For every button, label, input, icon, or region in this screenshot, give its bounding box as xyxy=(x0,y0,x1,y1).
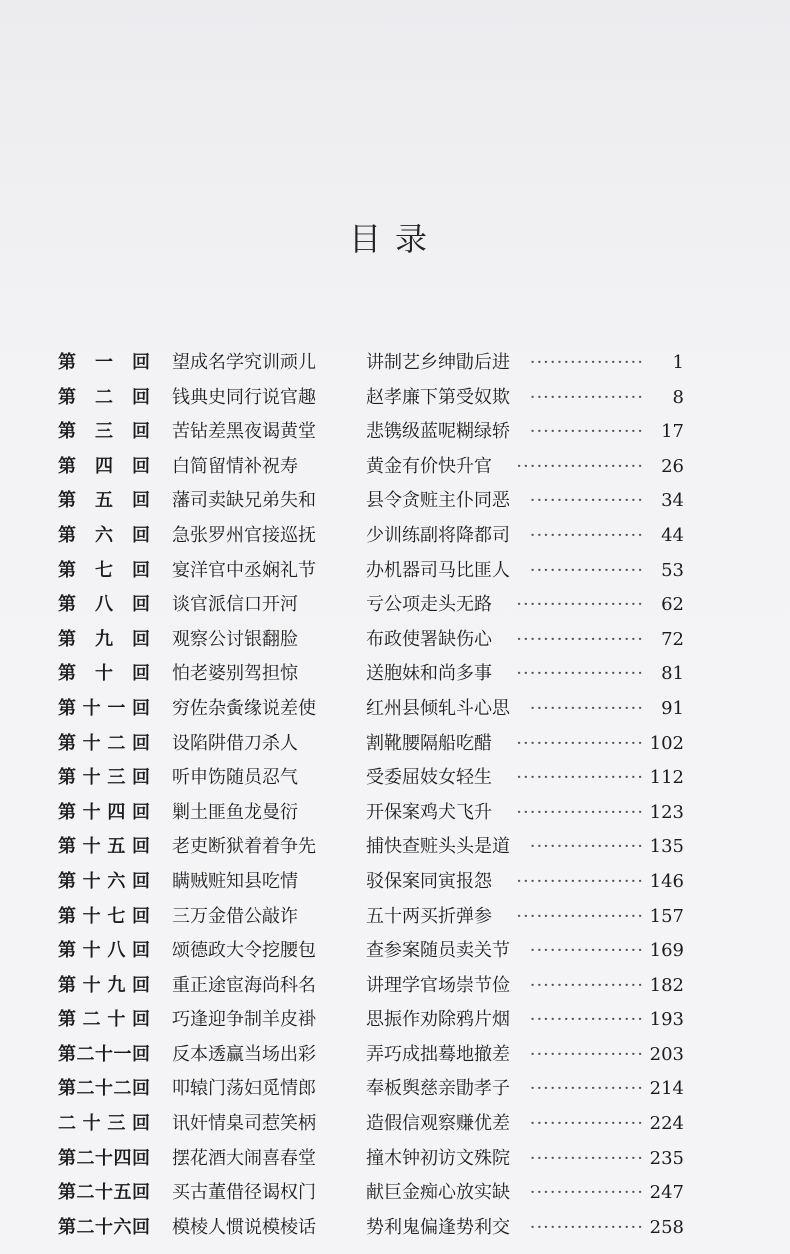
page-number: 72 xyxy=(661,628,684,650)
dot-leader: ··················· xyxy=(516,455,644,477)
chapter-title-first-line: 钱典史同行说官趣 xyxy=(172,386,316,408)
page-number: 8 xyxy=(672,386,684,408)
chapter-title-first-line: 听申饬随员忍气 xyxy=(172,767,298,789)
chapter-number: 第 十 五 回 xyxy=(58,836,150,858)
chapter-number: 二 十 三 回 xyxy=(58,1113,150,1135)
page-number: 1 xyxy=(672,352,684,373)
chapter-title-second-line: 势利鬼偏逢势利交 xyxy=(366,1216,510,1238)
chapter-title-second-line: 亏公项走头无路 xyxy=(366,594,492,616)
chapter-title-first-line: 巧逢迎争制羊皮褂 xyxy=(172,1009,316,1031)
chapter-title-first-line: 急张罗州官接巡抚 xyxy=(172,524,316,546)
toc-entry[interactable] xyxy=(58,657,684,692)
dot-leader: ··················· xyxy=(516,905,644,927)
page-number: 146 xyxy=(649,870,684,892)
page-number: 62 xyxy=(661,594,684,616)
chapter-number: 第 十 一 回 xyxy=(58,697,150,719)
chapter-number: 第 六 回 xyxy=(58,524,150,546)
chapter-title-second-line: 开保案鸡犬飞升 xyxy=(366,801,492,823)
chapter-title-first-line: 藩司卖缺兄弟失和 xyxy=(172,490,316,512)
page-number: 182 xyxy=(649,974,684,996)
chapter-title-first-line: 反本透赢当场出彩 xyxy=(172,1043,316,1065)
chapter-title-second-line: 查参案随员卖关节 xyxy=(366,940,510,962)
chapter-title-first-line: 三万金借公敲诈 xyxy=(172,905,298,927)
dot-leader: ················· xyxy=(529,421,644,443)
dot-leader: ················· xyxy=(529,940,644,962)
chapter-title-first-line: 怕老婆别驾担惊 xyxy=(172,663,298,685)
page-number: 91 xyxy=(661,697,684,719)
page-number: 135 xyxy=(649,836,684,858)
dot-leader: ················· xyxy=(529,1009,644,1031)
table-of-contents xyxy=(58,346,684,1245)
chapter-number: 第 二 十 五 回 xyxy=(58,1182,150,1204)
chapter-title-second-line: 办机器司马比匪人 xyxy=(366,559,510,581)
dot-leader: ················· xyxy=(529,386,644,408)
chapter-title-first-line: 苦钻差黑夜谒黄堂 xyxy=(172,421,316,443)
toc-entry[interactable] xyxy=(58,1038,684,1073)
toc-entry[interactable] xyxy=(58,346,684,381)
chapter-number: 第 十 七 回 xyxy=(58,905,150,927)
chapter-title-second-line: 少训练副将降都司 xyxy=(366,524,510,546)
dot-leader: ··················· xyxy=(516,801,644,823)
page-number: 258 xyxy=(649,1216,684,1238)
chapter-title-first-line: 瞒贼赃知县吃情 xyxy=(172,870,298,892)
chapter-title-first-line: 望成名学究训顽儿 xyxy=(172,352,316,373)
toc-entry[interactable] xyxy=(58,519,684,554)
toc-entry[interactable] xyxy=(58,796,684,831)
chapter-title-second-line: 受委屈妓女轻生 xyxy=(366,767,492,789)
page-title: 目录 xyxy=(348,220,441,258)
chapter-number: 第 二 十 二 回 xyxy=(58,1078,150,1100)
page-number: 112 xyxy=(649,767,684,789)
toc-entry[interactable] xyxy=(58,727,684,762)
page-number: 81 xyxy=(661,663,684,685)
dot-leader: ················· xyxy=(529,490,644,512)
dot-leader: ················· xyxy=(529,1182,644,1204)
chapter-number: 第 二 十 一 回 xyxy=(58,1043,150,1065)
chapter-title-first-line: 叩辕门荡妇觅情郎 xyxy=(172,1078,316,1100)
toc-entry[interactable] xyxy=(58,415,684,450)
toc-entry[interactable] xyxy=(58,969,684,1004)
page-number: 247 xyxy=(649,1182,684,1204)
chapter-number: 第 十 回 xyxy=(58,663,150,685)
toc-entry[interactable] xyxy=(58,484,684,519)
chapter-title-second-line: 弄巧成拙蓦地撤差 xyxy=(366,1043,510,1065)
dot-leader: ··················· xyxy=(516,767,644,789)
chapter-number: 第 十 六 回 xyxy=(58,870,150,892)
page-number: 157 xyxy=(649,905,684,927)
chapter-title-first-line: 剿土匪鱼龙曼衍 xyxy=(172,801,298,823)
chapter-title-first-line: 白简留情补祝寿 xyxy=(172,455,298,477)
chapter-number: 第 二 回 xyxy=(58,386,150,408)
chapter-title-first-line: 宴洋官中丞娴礼节 xyxy=(172,559,316,581)
chapter-number: 第 四 回 xyxy=(58,455,150,477)
chapter-title-second-line: 赵孝廉下第受奴欺 xyxy=(366,386,510,408)
chapter-number: 第 七 回 xyxy=(58,559,150,581)
toc-entry[interactable] xyxy=(58,1003,684,1038)
toc-entry[interactable] xyxy=(58,1211,684,1246)
chapter-title-second-line: 思振作劝除鸦片烟 xyxy=(366,1009,510,1031)
chapter-title-first-line: 颂德政大令挖腰包 xyxy=(172,940,316,962)
chapter-number: 第 十 三 回 xyxy=(58,767,150,789)
chapter-title-second-line: 悲镌级蓝呢糊绿轿 xyxy=(366,421,510,443)
chapter-title-second-line: 讲理学官场崇节俭 xyxy=(366,974,510,996)
page-number: 53 xyxy=(661,559,684,581)
chapter-title-second-line: 送胞妹和尚多事 xyxy=(366,663,492,685)
chapter-number: 第 十 九 回 xyxy=(58,974,150,996)
dot-leader: ················· xyxy=(529,559,644,581)
chapter-title-first-line: 观察公讨银翻脸 xyxy=(172,628,298,650)
chapter-title-first-line: 买古董借径谒权门 xyxy=(172,1182,316,1204)
chapter-number: 第 九 回 xyxy=(58,628,150,650)
page-number: 235 xyxy=(649,1147,684,1169)
dot-leader: ················· xyxy=(529,1043,644,1065)
chapter-number: 第 三 回 xyxy=(58,421,150,443)
chapter-number: 第 十 二 回 xyxy=(58,732,150,754)
page-number: 203 xyxy=(649,1043,684,1065)
page-number: 102 xyxy=(649,732,684,754)
chapter-title-first-line: 讯奸情臬司惹笑柄 xyxy=(172,1113,316,1135)
chapter-number: 第 八 回 xyxy=(58,594,150,616)
chapter-title-first-line: 设陷阱借刀杀人 xyxy=(172,732,298,754)
chapter-title-second-line: 县令贪赃主仆同恶 xyxy=(366,490,510,512)
dot-leader: ················· xyxy=(529,352,644,373)
toc-entry[interactable] xyxy=(58,761,684,796)
toc-entry[interactable] xyxy=(58,1142,684,1177)
dot-leader: ··················· xyxy=(516,732,644,754)
chapter-number: 第 五 回 xyxy=(58,490,150,512)
chapter-title-second-line: 献巨金痴心放实缺 xyxy=(366,1182,510,1204)
chapter-title-first-line: 模棱人惯说模棱话 xyxy=(172,1216,316,1238)
chapter-number: 第 二 十 回 xyxy=(58,1009,150,1031)
chapter-title-second-line: 撞木钟初访文殊院 xyxy=(366,1147,510,1169)
page-number: 44 xyxy=(661,524,684,546)
page-number: 214 xyxy=(649,1078,684,1100)
chapter-title-second-line: 红州县倾轧斗心思 xyxy=(366,697,510,719)
chapter-title-second-line: 奉板舆慈亲勖孝子 xyxy=(366,1078,510,1100)
chapter-title-second-line: 讲制艺乡绅勖后进 xyxy=(366,352,510,373)
chapter-title-first-line: 穷佐杂夤缘说差使 xyxy=(172,697,316,719)
chapter-title-first-line: 摆花酒大闹喜春堂 xyxy=(172,1147,316,1169)
toc-entry[interactable] xyxy=(58,900,684,935)
chapter-number: 第 二 十 四 回 xyxy=(58,1147,150,1169)
toc-entry[interactable] xyxy=(58,450,684,485)
toc-entry[interactable] xyxy=(58,588,684,623)
page-number: 169 xyxy=(649,940,684,962)
dot-leader: ················· xyxy=(529,974,644,996)
chapter-number: 第 十 八 回 xyxy=(58,940,150,962)
chapter-number: 第 一 回 xyxy=(58,352,150,373)
chapter-title-first-line: 重正途宦海尚科名 xyxy=(172,974,316,996)
chapter-title-first-line: 谈官派信口开河 xyxy=(172,594,298,616)
chapter-title-first-line: 老吏断狱着着争先 xyxy=(172,836,316,858)
chapter-title-second-line: 黄金有价快升官 xyxy=(366,455,492,477)
toc-entry[interactable] xyxy=(58,830,684,865)
page-number: 26 xyxy=(661,455,684,477)
toc-entry[interactable] xyxy=(58,934,684,969)
page-number: 34 xyxy=(661,490,684,512)
dot-leader: ··················· xyxy=(516,663,644,685)
toc-entry[interactable] xyxy=(58,692,684,727)
toc-entry[interactable] xyxy=(58,1072,684,1107)
dot-leader: ··················· xyxy=(516,870,644,892)
dot-leader: ················· xyxy=(529,697,644,719)
toc-entry[interactable] xyxy=(58,1176,684,1211)
page-number: 17 xyxy=(661,421,684,443)
dot-leader: ··················· xyxy=(516,628,644,650)
chapter-number: 第 二 十 六 回 xyxy=(58,1216,150,1238)
page-number: 224 xyxy=(649,1113,684,1135)
chapter-title-second-line: 布政使署缺伤心 xyxy=(366,628,492,650)
dot-leader: ················· xyxy=(529,1078,644,1100)
chapter-title-second-line: 五十两买折弹参 xyxy=(366,905,492,927)
dot-leader: ··················· xyxy=(516,594,644,616)
dot-leader: ················· xyxy=(529,524,644,546)
page-number: 193 xyxy=(649,1009,684,1031)
page-number: 123 xyxy=(649,801,684,823)
chapter-title-second-line: 捕快查赃头头是道 xyxy=(366,836,510,858)
toc-entry[interactable] xyxy=(58,381,684,416)
dot-leader: ················· xyxy=(529,1147,644,1169)
chapter-title-second-line: 驳保案同寅报怨 xyxy=(366,870,492,892)
chapter-title-second-line: 造假信观察赚优差 xyxy=(366,1113,510,1135)
dot-leader: ················· xyxy=(529,1113,644,1135)
toc-entry[interactable] xyxy=(58,623,684,658)
dot-leader: ················· xyxy=(529,1216,644,1238)
dot-leader: ················· xyxy=(529,836,644,858)
toc-entry[interactable] xyxy=(58,865,684,900)
chapter-title-second-line: 割靴腰隔船吃醋 xyxy=(366,732,492,754)
chapter-number: 第 十 四 回 xyxy=(58,801,150,823)
toc-entry[interactable] xyxy=(58,554,684,589)
toc-entry[interactable] xyxy=(58,1107,684,1142)
